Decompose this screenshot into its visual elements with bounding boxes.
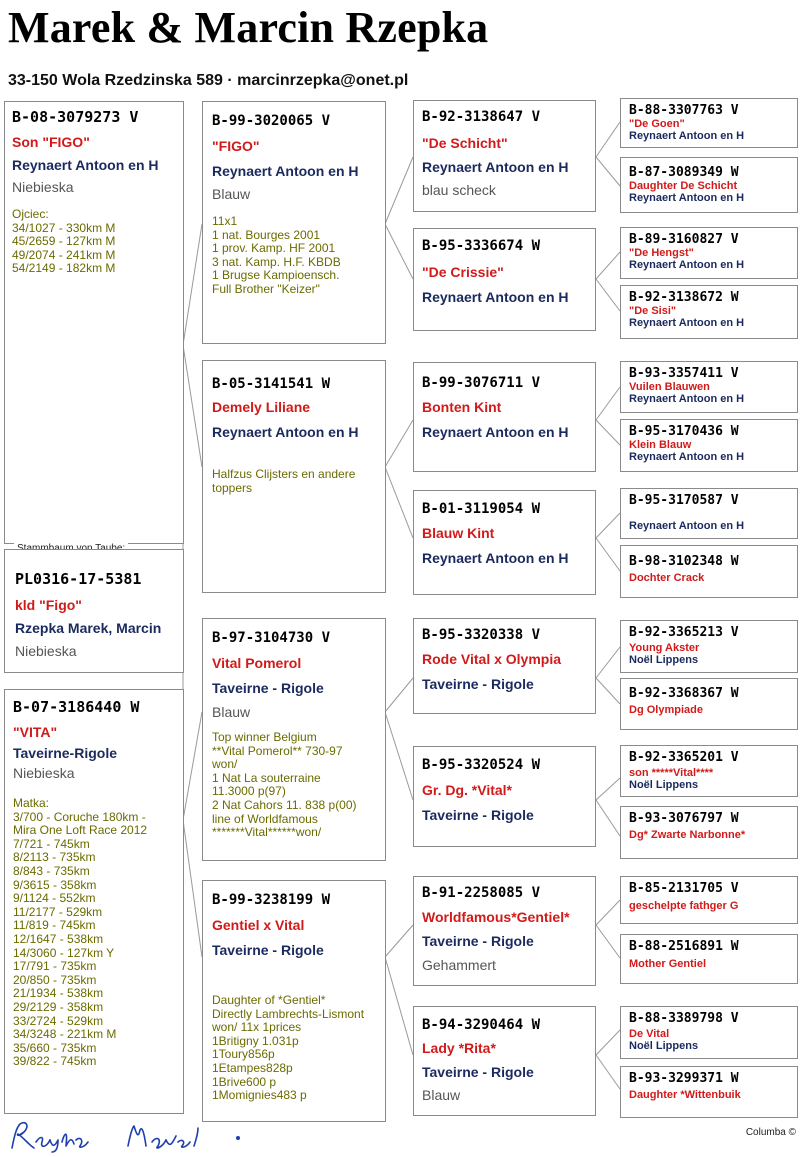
note-line: 17/791 - 735km	[13, 959, 97, 974]
pigeon-name: Vital Pomerol	[212, 655, 302, 671]
owner-name: Reynaert Antoon en H	[212, 424, 359, 440]
note-line: Ojciec:	[12, 207, 49, 221]
ring-number: B-08-3079273 V	[12, 108, 139, 126]
results-notes	[13, 797, 183, 1069]
owner-name: Taveirne - Rigole	[422, 933, 534, 949]
ring-number: B-99-3076711 V	[422, 375, 541, 391]
results-notes	[212, 215, 385, 297]
great-grandparent-card	[413, 876, 596, 986]
owner-name: Reynaert Antoon en H	[629, 130, 745, 142]
owner-name: Taveirne - Rigole	[212, 942, 324, 958]
ancestor-card	[620, 545, 798, 598]
pigeon-name: Daughter *Wittenbuik	[629, 1089, 741, 1101]
grandparent-card	[202, 101, 386, 344]
owner-name: Reynaert Antoon en H	[422, 550, 569, 566]
great-grandparent-card	[413, 746, 596, 847]
pigeon-color: Blauw	[212, 704, 251, 720]
note-line: 11/819 - 745km	[13, 918, 96, 933]
great-grandparent-card	[413, 1006, 596, 1116]
grandparent-card	[202, 880, 386, 1122]
ancestor-card	[620, 157, 798, 213]
great-grandparent-card	[413, 100, 596, 212]
note-line: 2 Nat Cahors 11. 838 p(00)	[212, 797, 357, 812]
pigeon-name: geschelpte fathger G	[629, 900, 739, 912]
note-line: 49/2074 - 241km M	[12, 247, 116, 262]
note-line: 1Toury856p	[212, 1047, 275, 1062]
ring-number: B-95-3170436 W	[629, 424, 739, 439]
pigeon-name: "De Sisi"	[629, 305, 677, 317]
pigeon-name: "De Crissie"	[422, 264, 504, 280]
ring-number: B-89-3160827 V	[629, 232, 739, 247]
pigeon-color: Niebieska	[15, 643, 77, 659]
note-line: Top winner Belgium	[212, 730, 317, 744]
owner-name: Reynaert Antoon en H	[629, 192, 745, 204]
owner-name: Reynaert Antoon en H	[422, 159, 569, 175]
note-line: 3 nat. Kamp. H.F. KBDB	[212, 254, 341, 269]
note-line: won/	[212, 757, 238, 772]
pigeon-name: Lady *Rita*	[422, 1040, 496, 1056]
ancestor-card	[620, 876, 798, 924]
owner-name: Noël Lippens	[629, 1040, 699, 1052]
great-grandparent-card	[413, 228, 596, 331]
ancestor-card	[620, 678, 798, 730]
note-line: 1Momignies483 p	[212, 1088, 307, 1103]
ring-number: B-85-2131705 V	[629, 881, 739, 896]
grandparent-card	[202, 360, 386, 593]
owner-name: Taveirne - Rigole	[212, 680, 324, 696]
note-line: 1Brive600 p	[212, 1074, 277, 1089]
note-line: 11x1	[212, 214, 238, 228]
owner-name: Noël Lippens	[629, 654, 699, 666]
note-line: 1Britigny 1.031p	[212, 1033, 299, 1048]
pigeon-name: "VITA"	[13, 724, 58, 740]
note-line: 33/2724 - 529km	[13, 1013, 104, 1028]
handwritten-signature	[6, 1118, 246, 1154]
pigeon-color: Gehammert	[422, 957, 496, 973]
owner-name: Reynaert Antoon en H	[629, 393, 745, 405]
note-line: 39/822 - 745km	[13, 1054, 97, 1069]
note-line: 8/2113 - 735km	[13, 850, 96, 865]
ancestor-card	[620, 1006, 798, 1059]
note-line: *******Vital******won/	[212, 825, 322, 840]
sire-card	[4, 101, 184, 544]
ancestor-card	[620, 620, 798, 673]
ring-number: B-05-3141541 W	[212, 376, 331, 392]
ring-number: B-93-3299371 W	[629, 1071, 739, 1086]
ring-number: B-92-3138647 V	[422, 109, 541, 125]
pigeon-name: Son "FIGO"	[12, 134, 90, 150]
note-line: 1 Brugse Kampioensch.	[212, 268, 340, 283]
pigeon-name: Mother Gentiel	[629, 958, 707, 970]
pigeon-name: Klein Blauw	[629, 439, 692, 451]
note-line: 9/1124 - 552km	[13, 891, 96, 906]
pigeon-name: Gentiel x Vital	[212, 917, 305, 933]
pigeon-name: Blauw Kint	[422, 525, 495, 541]
owner-name: Taveirne-Rigole	[13, 745, 117, 761]
great-grandparent-card	[413, 618, 596, 714]
ring-number: B-92-3138672 W	[629, 290, 739, 305]
pigeon-name: Vuilen Blauwen	[629, 381, 710, 393]
results-notes	[212, 468, 385, 495]
note-line: 11/2177 - 529km	[13, 904, 103, 919]
pigeon-name: Daughter De Schicht	[629, 180, 738, 192]
note-line: 29/2129 - 358km	[13, 999, 104, 1014]
owner-name: Reynaert Antoon en H	[629, 451, 745, 463]
ancestor-card	[620, 419, 798, 472]
brand-credit: Columba ©	[745, 1127, 796, 1138]
pigeon-name: Bonten Kint	[422, 399, 502, 415]
owner-name: Reynaert Antoon en H	[629, 520, 745, 532]
ring-number: B-95-3320524 W	[422, 757, 541, 773]
breeder-address: 33-150 Wola Rzedzinska 589 · marcinrzepka@onet.pl	[8, 72, 409, 89]
owner-name: Reynaert Antoon en H	[12, 157, 159, 173]
note-line: Directly Lambrechts-Lismont	[212, 1006, 365, 1021]
note-line: 1 prov. Kamp. HF 2001	[212, 241, 336, 256]
pigeon-color: Blauw	[212, 186, 251, 202]
pigeon-name: Dg Olympiade	[629, 704, 703, 716]
results-notes	[212, 731, 385, 840]
note-line: 45/2659 - 127km M	[12, 234, 116, 249]
page-title: Marek & Marcin Rzepka	[8, 3, 489, 52]
note-line: Mira One Loft Race 2012	[13, 823, 148, 838]
subject-card	[4, 549, 184, 673]
owner-name: Taveirne - Rigole	[422, 1064, 534, 1080]
note-line: 20/850 - 735km	[13, 972, 97, 987]
note-line: line of Worldfamous	[212, 811, 318, 826]
ring-number: B-93-3076797 W	[629, 811, 739, 826]
pigeon-name: Worldfamous*Gentiel*	[422, 909, 570, 925]
great-grandparent-card	[413, 362, 596, 472]
note-line: Halfzus Clijsters en andere	[212, 467, 356, 481]
ring-number: B-98-3102348 W	[629, 554, 739, 569]
note-line: 14/3060 - 127km Y	[13, 945, 115, 960]
pigeon-name: "FIGO"	[212, 138, 260, 154]
ancestor-card	[620, 1066, 798, 1118]
results-notes	[12, 208, 183, 276]
ring-number: B-94-3290464 W	[422, 1017, 541, 1033]
pigeon-name	[629, 508, 797, 520]
owner-name: Rzepka Marek, Marcin	[15, 620, 162, 636]
ring-number: B-99-3020065 V	[212, 113, 331, 129]
pigeon-name: Dochter Crack	[629, 572, 705, 584]
results-notes	[212, 994, 385, 1103]
ring-number: B-99-3238199 W	[212, 892, 331, 908]
note-line: **Vital Pomerol** 730-97	[212, 743, 343, 758]
note-line: won/ 11x 1prices	[212, 1020, 302, 1035]
ring-number: B-95-3170587 V	[629, 493, 739, 508]
ring-number: B-01-3119054 W	[422, 501, 541, 517]
ancestor-card	[620, 806, 798, 859]
ring-number: B-92-3368367 W	[629, 686, 739, 701]
ring-number: B-93-3357411 V	[629, 366, 739, 381]
ancestor-card	[620, 98, 798, 148]
owner-name: Reynaert Antoon en H	[212, 163, 359, 179]
dam-card	[4, 689, 184, 1114]
owner-name: Taveirne - Rigole	[422, 807, 534, 823]
ancestor-card	[620, 934, 798, 984]
note-line: toppers	[212, 480, 253, 495]
pigeon-name: kld "Figo"	[15, 597, 82, 613]
pigeon-name: "De Goen"	[629, 118, 685, 130]
pigeon-name: Rode Vital x Olympia	[422, 651, 562, 667]
ancestor-card	[620, 227, 798, 279]
note-line: Matka:	[13, 796, 50, 810]
pigeon-name: "De Schicht"	[422, 135, 508, 151]
note-line: 1 nat. Bourges 2001	[212, 227, 321, 242]
owner-name: Reynaert Antoon en H	[422, 289, 569, 305]
note-line: 35/660 - 735km	[13, 1040, 97, 1055]
ring-number: B-88-3389798 V	[629, 1011, 739, 1026]
ring-number: PL0316-17-5381	[15, 570, 142, 588]
pigeon-color: Niebieska	[12, 179, 74, 195]
note-line: 12/1647 - 538km	[13, 931, 104, 946]
ring-number: B-92-3365201 V	[629, 750, 739, 765]
ring-number: B-95-3320338 V	[422, 627, 541, 643]
ancestor-card	[620, 488, 798, 539]
note-line: 3/700 - Coruche 180km -	[13, 809, 146, 824]
ring-number: B-88-3307763 V	[629, 103, 739, 118]
pigeon-name: De Vital	[629, 1028, 670, 1040]
ancestor-card	[620, 361, 798, 413]
note-line: 34/1027 - 330km M	[12, 220, 116, 235]
owner-name: Taveirne - Rigole	[422, 676, 534, 692]
owner-name: Reynaert Antoon en H	[422, 424, 569, 440]
pigeon-color: Niebieska	[13, 765, 75, 781]
ring-number: B-07-3186440 W	[13, 698, 140, 716]
note-line: 7/721 - 745km	[13, 836, 90, 851]
pigeon-name: Dg* Zwarte Narbonne*	[629, 829, 746, 841]
note-line: 34/3248 - 221km M	[13, 1027, 117, 1042]
ring-number: B-91-2258085 V	[422, 885, 541, 901]
pigeon-name: Demely Liliane	[212, 399, 311, 415]
pigeon-name: Gr. Dg. *Vital*	[422, 782, 512, 798]
pigeon-name: Young Akster	[629, 642, 700, 654]
note-line: 54/2149 - 182km M	[12, 261, 116, 276]
pigeon-name: son *****Vital****	[629, 767, 714, 779]
note-line: 21/1934 - 538km	[13, 986, 104, 1001]
owner-name: Reynaert Antoon en H	[629, 317, 745, 329]
ring-number: B-92-3365213 V	[629, 625, 739, 640]
pigeon-color: blau scheck	[422, 182, 496, 198]
ring-number: B-97-3104730 V	[212, 630, 331, 646]
ancestor-card	[620, 285, 798, 339]
ring-number: B-88-2516891 W	[629, 939, 739, 954]
note-line: Full Brother "Keizer"	[212, 281, 320, 296]
owner-name: Noël Lippens	[629, 779, 699, 791]
note-line: 1 Nat La souterraine	[212, 770, 321, 785]
ring-number: B-87-3089349 W	[629, 165, 739, 180]
note-line: 1Etampes828p	[212, 1060, 293, 1075]
great-grandparent-card	[413, 490, 596, 595]
pigeon-color: Blauw	[422, 1087, 461, 1103]
note-line: 9/3615 - 358km	[13, 877, 97, 892]
ancestor-card	[620, 745, 798, 797]
grandparent-card	[202, 618, 386, 861]
owner-name: Reynaert Antoon en H	[629, 259, 745, 271]
note-line: 11.3000 p(97)	[212, 784, 286, 799]
ring-number: B-95-3336674 W	[422, 238, 541, 254]
note-line: Daughter of *Gentiel*	[212, 993, 326, 1007]
note-line: 8/843 - 735km	[13, 863, 90, 878]
pigeon-name: "De Hengst"	[629, 247, 694, 259]
